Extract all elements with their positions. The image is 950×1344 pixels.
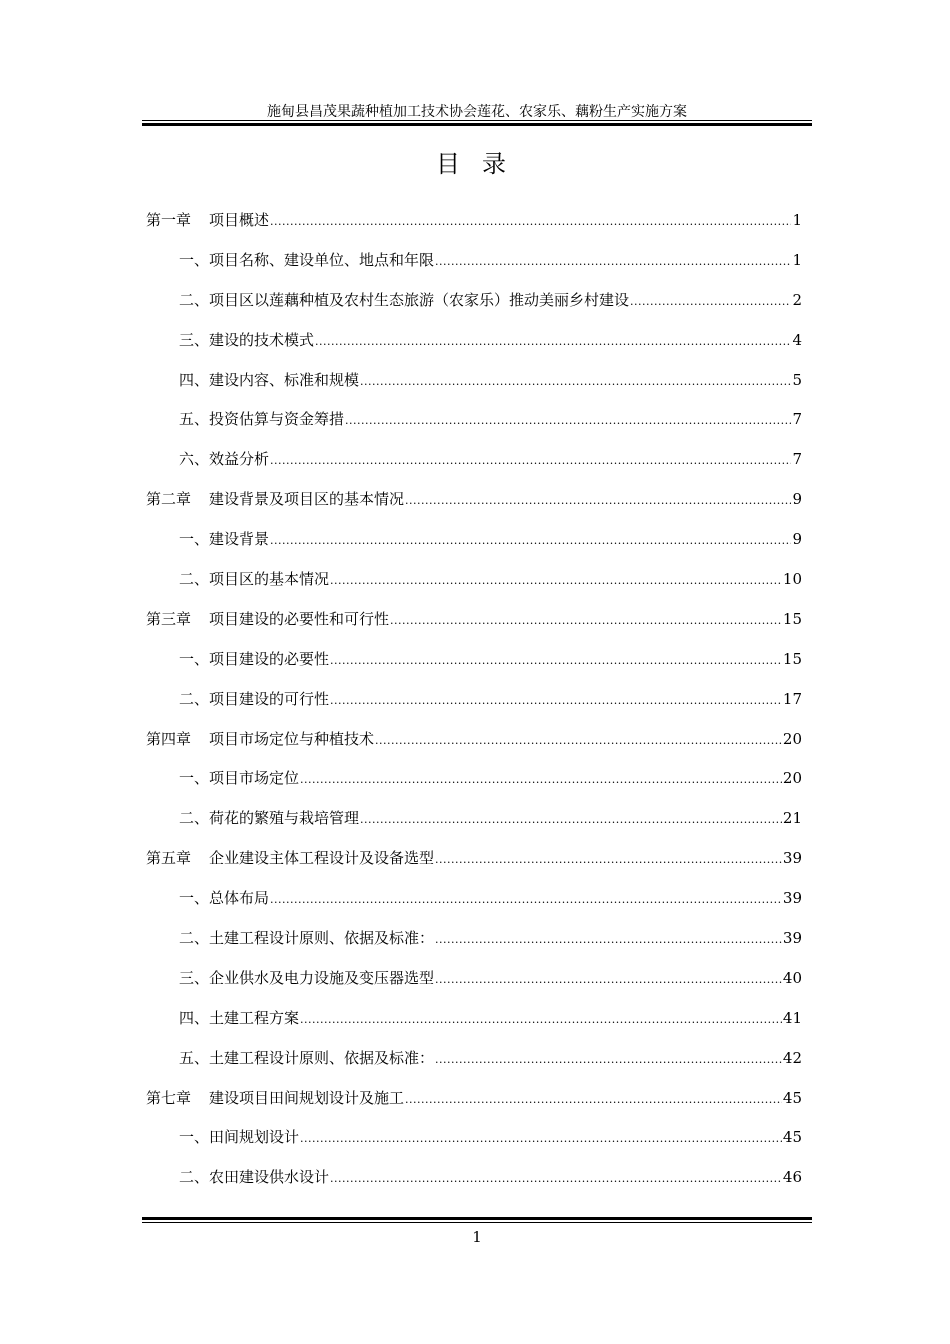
toc-entry-label — [146, 839, 434, 879]
toc-dot-leader — [270, 521, 791, 561]
toc-entry-label — [146, 1079, 404, 1119]
toc-entry-label: 一、田间规划设计 — [179, 1128, 300, 1147]
toc-page-number: 2 — [792, 290, 802, 309]
toc-chapter-title: 企业建设主体工程设计及设备选型 — [209, 849, 435, 868]
toc-page-number: 7 — [792, 450, 802, 469]
toc-section-entry[interactable] — [146, 321, 802, 361]
toc-chapter-number: 第四章 — [146, 729, 192, 748]
toc-section-entry[interactable] — [146, 440, 802, 480]
toc-entry-label — [146, 201, 269, 241]
toc-chapter-number: 第五章 — [146, 849, 192, 868]
toc-entry-label: 一、项目建设的必要性 — [179, 649, 330, 668]
toc-section-entry[interactable] — [146, 999, 802, 1039]
toc-entry-label: 二、荷花的繁殖与栽培管理 — [179, 809, 360, 828]
toc-dot-leader — [330, 1159, 782, 1199]
toc-page-number: 7 — [792, 410, 802, 429]
toc-entry-label: 二、农田建设供水设计 — [179, 1168, 330, 1187]
toc-entry-label: 一、项目市场定位 — [179, 769, 300, 788]
toc-dot-leader — [330, 681, 782, 721]
table-of-contents — [146, 201, 802, 1198]
toc-section-entry[interactable] — [146, 959, 802, 999]
toc-dot-leader — [360, 800, 782, 840]
toc-section-entry[interactable] — [146, 361, 802, 401]
header-rule-thin — [142, 120, 812, 121]
toc-page-number: 41 — [782, 1008, 802, 1027]
toc-section-entry[interactable] — [146, 1158, 802, 1198]
toc-dot-leader — [330, 641, 782, 681]
toc-dot-leader — [270, 880, 782, 920]
toc-section-entry[interactable] — [146, 241, 802, 281]
toc-dot-leader — [435, 1040, 782, 1080]
toc-section-entry[interactable] — [146, 1039, 802, 1079]
toc-dot-leader — [330, 561, 782, 601]
toc-section-entry[interactable] — [146, 520, 802, 560]
toc-chapter-title: 项目市场定位与种植技术 — [209, 729, 375, 748]
toc-entry-label: 三、建设的技术模式 — [179, 330, 315, 349]
toc-page-number: 1 — [792, 250, 802, 269]
toc-dot-leader — [405, 481, 791, 521]
toc-section-entry[interactable] — [146, 400, 802, 440]
footer-rule-thin — [142, 1222, 812, 1223]
toc-dot-leader — [360, 362, 791, 402]
toc-page-number: 5 — [792, 370, 802, 389]
toc-page-number: 39 — [782, 929, 802, 948]
toc-dot-leader — [315, 322, 791, 362]
header-rule-thick — [142, 123, 812, 126]
toc-section-entry[interactable] — [146, 799, 802, 839]
toc-entry-label: 三、企业供水及电力设施及变压器选型 — [179, 968, 435, 987]
toc-section-entry[interactable] — [146, 879, 802, 919]
toc-dot-leader — [435, 960, 782, 1000]
toc-chapter-entry[interactable] — [146, 1079, 802, 1119]
toc-page-number: 45 — [782, 1088, 802, 1107]
toc-chapter-entry[interactable] — [146, 720, 802, 760]
toc-dot-leader — [390, 601, 782, 641]
running-header: 施甸县昌茂果蔬种植加工技术协会莲花、农家乐、藕粉生产实施方案 — [267, 104, 687, 120]
toc-section-entry[interactable] — [146, 680, 802, 720]
toc-page-number: 20 — [782, 769, 802, 788]
toc-page-number: 46 — [782, 1168, 802, 1187]
page-number: 1 — [472, 1228, 482, 1246]
toc-entry-label: 一、项目名称、建设单位、地点和年限 — [179, 250, 435, 269]
toc-page-number: 9 — [792, 530, 802, 549]
toc-chapter-title: 建设项目田间规划设计及施工 — [209, 1088, 405, 1107]
toc-chapter-entry[interactable] — [146, 839, 802, 879]
toc-page-number: 17 — [782, 689, 802, 708]
toc-page-number: 9 — [792, 490, 802, 509]
toc-chapter-title: 项目概述 — [209, 211, 270, 229]
toc-entry-label: 四、土建工程方案 — [179, 1008, 300, 1027]
toc-section-entry[interactable] — [146, 281, 802, 321]
toc-dot-leader — [270, 441, 791, 481]
toc-dot-leader — [300, 1000, 782, 1040]
toc-chapter-title: 建设背景及项目区的基本情况 — [209, 490, 405, 509]
toc-entry-label: 二、项目区的基本情况 — [179, 570, 330, 589]
toc-page-number: 40 — [782, 968, 802, 987]
toc-entry-label: 二、项目建设的可行性 — [179, 689, 330, 708]
toc-dot-leader — [270, 202, 791, 242]
toc-page-number: 4 — [792, 330, 802, 349]
toc-page-number: 15 — [782, 649, 802, 668]
toc-chapter-number: 第三章 — [146, 609, 192, 628]
toc-section-entry[interactable] — [146, 919, 802, 959]
toc-page-number: 21 — [782, 809, 802, 828]
toc-section-entry[interactable] — [146, 759, 802, 799]
toc-dot-leader — [345, 401, 791, 441]
toc-entry-label: 四、建设内容、标准和规模 — [179, 370, 360, 389]
toc-section-entry[interactable] — [146, 560, 802, 600]
toc-section-entry[interactable] — [146, 1118, 802, 1158]
toc-entry-label: 五、土建工程设计原则、依据及标准： — [179, 1048, 435, 1067]
toc-entry-label: 二、项目区以莲藕种植及农村生态旅游（农家乐）推动美丽乡村建设 — [179, 290, 630, 309]
toc-chapter-entry[interactable] — [146, 201, 802, 241]
toc-dot-leader — [375, 721, 782, 761]
toc-entry-label: 一、总体布局 — [179, 889, 270, 908]
toc-chapter-title: 项目建设的必要性和可行性 — [209, 609, 390, 628]
footer-rule-thick — [142, 1217, 812, 1220]
toc-entry-label: 六、效益分析 — [179, 450, 270, 469]
toc-chapter-number: 第七章 — [146, 1088, 192, 1107]
toc-section-entry[interactable] — [146, 640, 802, 680]
toc-dot-leader — [300, 1119, 782, 1159]
toc-chapter-entry[interactable] — [146, 480, 802, 520]
toc-dot-leader — [630, 282, 791, 322]
toc-dot-leader — [435, 840, 782, 880]
toc-dot-leader — [405, 1080, 782, 1120]
toc-dot-leader — [300, 760, 782, 800]
toc-page-number: 1 — [792, 211, 802, 229]
toc-page-number: 45 — [782, 1128, 802, 1147]
toc-chapter-entry[interactable] — [146, 600, 802, 640]
toc-entry-label: 五、投资估算与资金筹措 — [179, 410, 345, 429]
toc-page-number: 39 — [782, 849, 802, 868]
toc-entry-label — [146, 480, 404, 520]
toc-chapter-number: 第一章 — [146, 211, 192, 229]
toc-entry-label: 二、土建工程设计原则、依据及标准： — [179, 929, 435, 948]
toc-heading: 目录 — [436, 150, 528, 178]
toc-entry-label — [146, 720, 374, 760]
toc-page-number: 42 — [782, 1048, 802, 1067]
toc-chapter-number: 第二章 — [146, 490, 192, 509]
toc-dot-leader — [435, 920, 782, 960]
toc-page-number: 39 — [782, 889, 802, 908]
toc-page-number: 10 — [782, 570, 802, 589]
toc-entry-label: 一、建设背景 — [179, 530, 270, 549]
toc-entry-label — [146, 600, 389, 640]
toc-page-number: 15 — [782, 609, 802, 628]
toc-page-number: 20 — [782, 729, 802, 748]
toc-dot-leader — [435, 242, 791, 282]
